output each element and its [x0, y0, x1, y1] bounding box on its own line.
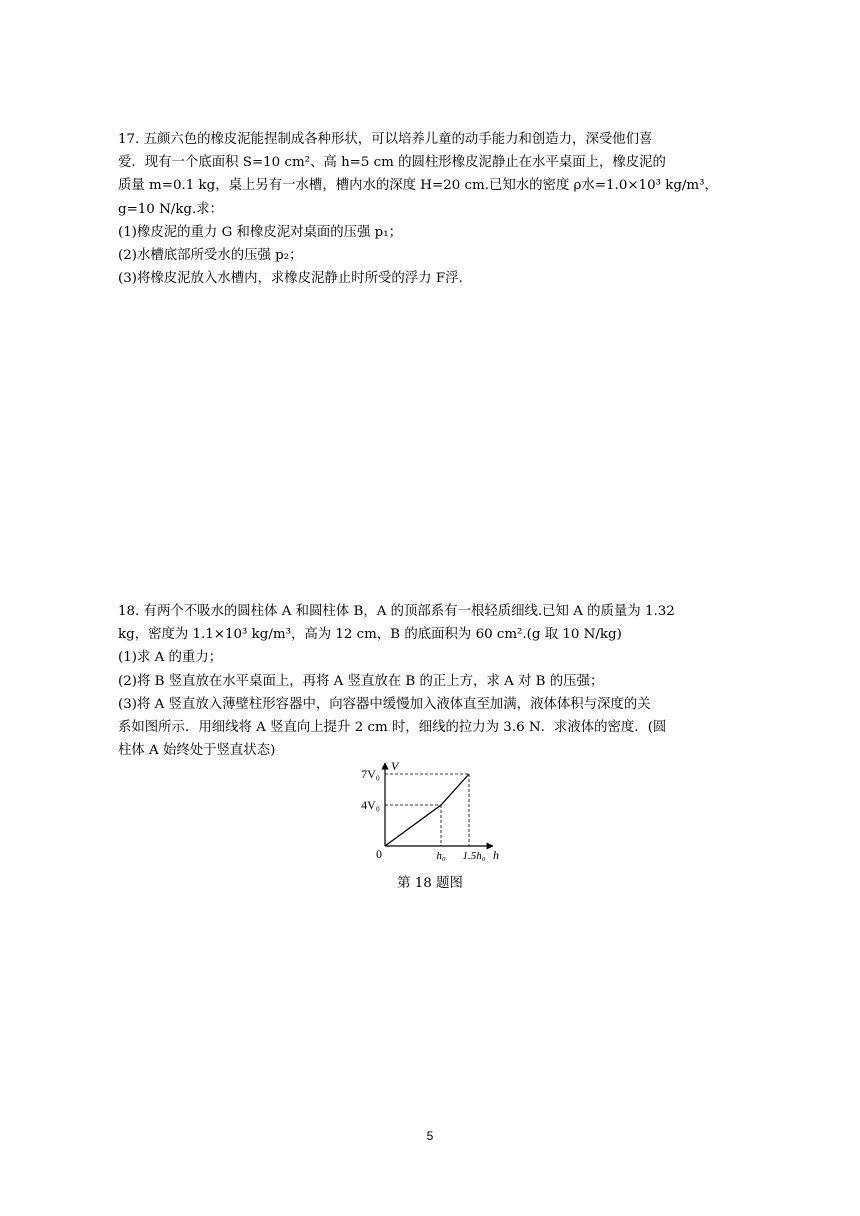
x-tick-h0: h₀ — [436, 850, 446, 862]
q18-line-2: kg，密度为 1.1×10³ kg/m³，高为 12 cm，B 的底面积为 60 cm².(g 取 10 N/kg) — [118, 627, 622, 643]
q18-line-4: (2)将 B 竖直放在水平桌面上，再将 A 竖直放在 B 的正上方，求 A 对 B 的压强； — [118, 673, 604, 689]
q18-line-6: 系如图所示．用细线将 A 竖直向上提升 2 cm 时，细线的拉力为 3.6 N．求液体的密度．(圆 — [118, 720, 667, 736]
q17-line-3: 质量 m=0.1 kg，桌上另有一水槽，槽内水的深度 H=20 cm.已知水的密度 ρ水=1.0×10³ kg/m³， — [118, 178, 718, 194]
page-number: 5 — [426, 1129, 434, 1143]
volume-depth-line — [385, 774, 469, 846]
y-axis-label: V — [391, 759, 399, 773]
q18-line-3: (1)求 A 的重力； — [118, 650, 223, 666]
q17-line-7: (3)将橡皮泥放入水槽内，求橡皮泥静止时所受的浮力 F浮. — [118, 271, 463, 287]
x-axis-label: h — [493, 848, 499, 862]
figure-caption: 第 18 题图 — [397, 876, 463, 891]
q18-line-5: (3)将 A 竖直放入薄壁柱形容器中，向容器中缓慢加入液体直至加满，液体体积与深度的关 — [118, 696, 651, 712]
question-17 — [118, 128, 754, 290]
question-18 — [118, 600, 754, 762]
q17-line-5: (1)橡皮泥的重力 G 和橡皮泥对桌面的压强 p₁； — [118, 224, 403, 240]
y-tick-4v0: 4V₀ — [361, 798, 380, 812]
x-tick-15h0: 1.5h₀ — [462, 850, 486, 862]
q17-line-2: 爱．现有一个底面积 S=10 cm²、高 h=5 cm 的圆柱形橡皮泥静止在水平桌面上，橡皮泥的 — [118, 155, 666, 171]
q18-line-7: 柱体 A 始终处于竖直状态) — [118, 743, 276, 759]
q17-line-1: 17. 五颜六色的橡皮泥能捏制成各种形状，可以培养儿童的动手能力和创造力，深受他们喜 — [118, 132, 653, 147]
y-tick-7v0: 7V₀ — [361, 767, 380, 781]
q17-line-4: g=10 N/kg.求： — [118, 201, 224, 217]
q18-line-1: 18. 有两个不吸水的圆柱体 A 和圆柱体 B，A 的顶部系有一根轻质细线.已知 A 的质量为 1.32 — [118, 604, 675, 619]
origin-label: 0 — [376, 847, 382, 861]
q18-figure — [0, 758, 860, 868]
q17-line-6: (2)水槽底部所受水的压强 p₂； — [118, 248, 303, 264]
